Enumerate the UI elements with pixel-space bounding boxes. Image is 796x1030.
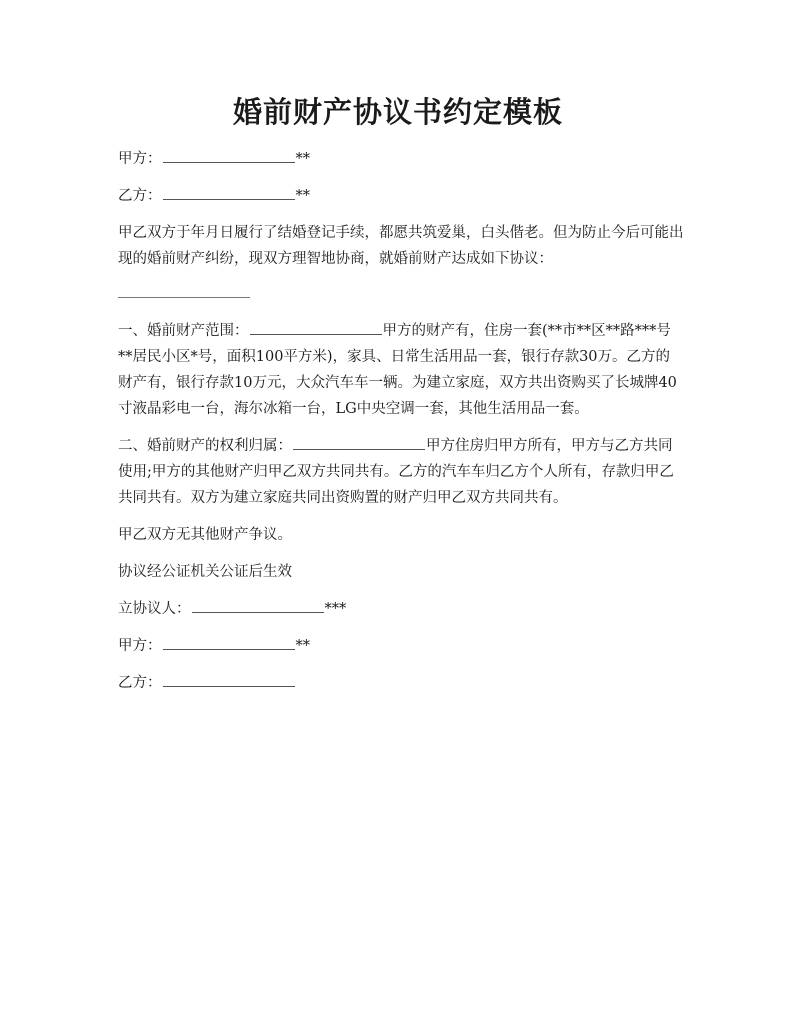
no-dispute-line: 甲乙双方无其他财产争议。	[118, 527, 292, 543]
signer-value: ***	[324, 601, 347, 617]
party-b-blank	[163, 185, 295, 200]
section-1-paragraph	[118, 318, 684, 422]
party-a-blank	[163, 148, 295, 163]
sign-b-blank	[163, 672, 295, 687]
effective-line: 协议经公证机关公证后生效	[118, 564, 292, 580]
intro-paragraph: 甲乙双方于年月日履行了结婚登记手续，都愿共筑爱巢，白头偕老。但为防止今后可能出现的婚前财产纠纷，现双方理智地协商，就婚前财产达成如下协议：	[118, 225, 684, 267]
party-a-value: **	[295, 151, 310, 167]
document-body	[118, 146, 684, 707]
section-2-label: 二、婚前财产的权利归属：	[118, 438, 292, 454]
section-1-blank	[250, 320, 382, 335]
party-a-label: 甲方：	[118, 151, 162, 167]
sign-b-line	[118, 670, 684, 696]
sign-a-blank	[163, 635, 295, 650]
party-b-line	[118, 183, 684, 209]
section-2-text: 甲方住房归甲方所有，甲方与乙方共同使用;甲方的其他财产归甲乙双方共同共有。乙方的汽车车归乙方个人所有，存款归甲乙共同共有。双方为建立家庭共同出资购置的财产归甲乙双方共同共有。	[118, 438, 674, 506]
party-b-value: **	[295, 188, 310, 204]
sign-a-value: **	[295, 638, 310, 654]
section-1-text: 甲方的财产有，住房一套(**市**区**路***号**居民小区*号，面积100平方米)，家具、日常生活用品一套，银行存款30万。乙方的财产有，银行存款10万元，大众汽车车一辆。为建立家庭，双方共出资购买了长城牌40寸液晶彩电一台，海尔冰箱一台，LG中央空调一套，其他生活用品一套。	[118, 323, 677, 417]
sign-a-line	[118, 633, 684, 659]
signer-line	[118, 596, 684, 622]
sign-b-label: 乙方：	[118, 675, 162, 691]
signer-label: 立协议人：	[118, 601, 191, 617]
party-b-label: 乙方：	[118, 188, 162, 204]
page-title: 婚前财产协议书约定模板	[232, 95, 563, 129]
intro-blank	[118, 277, 250, 298]
section-1-label: 一、婚前财产范围：	[118, 323, 249, 339]
sign-a-label: 甲方：	[118, 638, 162, 654]
party-a-line	[118, 146, 684, 172]
section-2-blank	[293, 435, 425, 450]
section-2-paragraph	[118, 433, 684, 511]
signer-blank	[192, 598, 324, 613]
